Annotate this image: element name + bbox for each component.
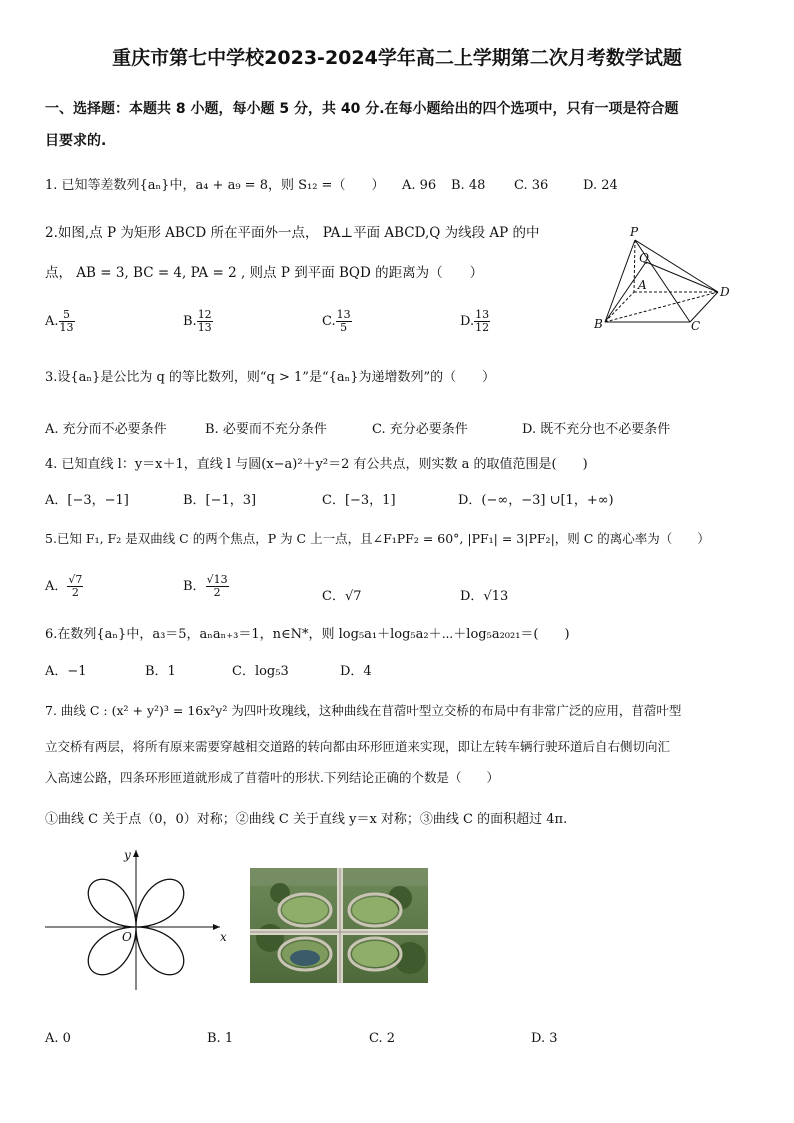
q6-stem: 6.在数列{aₙ}中，a₃＝5，aₙaₙ₊₃＝1，n∈N*，则 log₅a₁＋log₅a₂＋⋯＋log₅a₂₀₂₁＝( ) — [45, 627, 570, 642]
option-prefix: C. — [322, 314, 336, 329]
q5-option-d[interactable]: D．√13 — [460, 589, 509, 604]
fraction — [67, 574, 83, 599]
section-heading: 一、选择题：本题共 8 小题，每小题 5 分，共 40 分.在每小题给出的四个选项中，只有一项是符合题 — [45, 101, 679, 117]
numerator: 12 — [197, 308, 212, 321]
option-prefix: B． — [183, 579, 206, 594]
numerator: 13 — [475, 308, 490, 321]
q2-stem-line2: 点， AB = 3, BC = 4, PA = 2 , 则点 P 到平面 BQD 的距离为（ ） — [45, 265, 484, 281]
label-p: P — [630, 225, 639, 239]
rose-curve-figure — [40, 845, 230, 993]
option-prefix: A． — [45, 579, 68, 594]
page-title: 重庆市第七中学校2023-2024学年高二上学期第二次月考数学试题 — [112, 47, 682, 69]
q3-option-d[interactable]: D. 既不充分也不必要条件 — [522, 422, 671, 437]
edge-pa — [634, 240, 635, 292]
q7-stem-line2: 立交桥有两层，将所有原来需要穿越相交道路的转向都由环形匝道来实现，即让左转车辆行驶环道后自右侧切向汇 — [45, 739, 671, 754]
q5-option-a[interactable] — [45, 574, 83, 599]
section-heading-cont: 目要求的. — [45, 133, 107, 149]
numerator: 5 — [59, 309, 75, 322]
q2-option-d[interactable] — [460, 309, 490, 334]
q3-stem: 3.设{aₙ}是公比为 q 的等比数列，则“q > 1”是“{aₙ}为递增数列”的（ ） — [45, 370, 496, 385]
numerator: 13 — [336, 308, 351, 321]
q3-option-b[interactable]: B. 必要而不充分条件 — [205, 422, 327, 437]
q5-option-c[interactable]: C．√7 — [322, 589, 362, 604]
interchange-photo — [250, 868, 428, 983]
q4-option-d[interactable]: D．(−∞，−3] ∪[1，+∞) — [458, 493, 614, 508]
edge-pd — [635, 240, 718, 292]
label-d: D — [720, 285, 730, 299]
q7-option-a[interactable]: A. 0 — [45, 1031, 71, 1046]
numerator: √13 — [206, 573, 228, 586]
q1-option-b[interactable]: B. 48 — [451, 178, 486, 193]
segment-qd — [646, 262, 718, 292]
q7-option-c[interactable]: C. 2 — [369, 1031, 396, 1046]
q6-option-a[interactable]: A．−1 — [45, 664, 87, 679]
denominator: 2 — [213, 586, 221, 599]
q7-stem-line3: 入高速公路，四条环形匝道就形成了苜蓿叶的形状.下列结论正确的个数是（ ） — [45, 770, 499, 785]
q6-option-b[interactable]: B．1 — [145, 664, 176, 679]
x-axis-arrow — [213, 924, 220, 930]
fraction — [474, 309, 490, 334]
q6-option-d[interactable]: D．4 — [340, 664, 372, 679]
q4-option-c[interactable]: C．[−3，1] — [322, 493, 396, 508]
fraction — [336, 309, 352, 334]
q2-option-c[interactable] — [322, 309, 352, 334]
denominator: 13 — [197, 321, 212, 334]
q4-stem: 4. 已知直线 l：y＝x＋1，直线 l 与圆(x−a)²＋y²＝2 有公共点，则实数 a 的取值范围是( ) — [45, 457, 588, 472]
option-prefix: B. — [183, 314, 197, 329]
fraction — [206, 574, 229, 599]
numerator: √7 — [68, 573, 83, 586]
q2-stem-line1: 2.如图,点 P 为矩形 ABCD 所在平面外一点， PA⊥平面 ABCD,Q 为线段 AP 的中 — [45, 225, 540, 241]
q1-option-a[interactable]: A. 96 — [402, 178, 437, 193]
denominator: 2 — [71, 586, 79, 599]
edge-ab — [605, 292, 634, 322]
q7-option-d[interactable]: D. 3 — [531, 1031, 558, 1046]
label-a: A — [638, 278, 647, 292]
option-prefix: D. — [460, 314, 475, 329]
denominator: 12 — [475, 321, 490, 334]
fraction — [59, 309, 75, 334]
q7-stem-line1: 7. 曲线 C : (x² + y²)³ = 16x²y² 为四叶玫瑰线，这种曲线在苜蓿叶型立交桥的布局中有非常广泛的应用，苜蓿叶型 — [45, 703, 682, 718]
denominator: 13 — [59, 321, 74, 334]
q2-option-b[interactable] — [183, 309, 213, 334]
origin-label: O — [122, 930, 132, 944]
q7-option-b[interactable]: B. 1 — [207, 1031, 234, 1046]
q5-option-b[interactable] — [183, 574, 229, 599]
q5-stem: 5.已知 F₁, F₂ 是双曲线 C 的两个焦点，P 为 C 上一点，且∠F₁PF₂ = 60°, |PF₁| = 3|PF₂|，则 C 的离心率为（ ） — [45, 531, 710, 546]
q1-stem: 1. 已知等差数列{aₙ}中，a₄ + a₉ = 8，则 S₁₂ =（ ） — [45, 178, 385, 193]
fraction — [197, 309, 213, 334]
q4-option-a[interactable]: A．[−3，−1] — [45, 493, 129, 508]
q1-option-d[interactable]: D. 24 — [583, 178, 618, 193]
q1-option-c[interactable]: C. 36 — [514, 178, 549, 193]
label-c: C — [691, 319, 701, 333]
option-prefix: A. — [45, 314, 59, 329]
label-q: Q — [639, 251, 649, 265]
y-axis-label: y — [124, 848, 131, 862]
x-axis-label: x — [220, 930, 227, 944]
q3-option-c[interactable]: C. 充分必要条件 — [372, 422, 468, 437]
q3-option-a[interactable]: A. 充分而不必要条件 — [45, 422, 167, 437]
edge-cd — [690, 292, 718, 322]
denominator: 5 — [340, 321, 348, 334]
label-b: B — [594, 317, 603, 331]
interchange-illustration — [250, 868, 428, 983]
q7-statements: ①曲线 C 关于点（0，0）对称；②曲线 C 关于直线 y＝x 对称；③曲线 C 的面积超过 4π. — [45, 812, 568, 827]
q2-option-a[interactable] — [45, 309, 75, 334]
q4-option-b[interactable]: B．[−1，3] — [183, 493, 257, 508]
edge-pb — [605, 240, 635, 322]
q6-option-c[interactable]: C．log₅3 — [232, 664, 289, 679]
pyramid-figure — [590, 222, 740, 334]
y-axis-arrow — [133, 850, 139, 857]
